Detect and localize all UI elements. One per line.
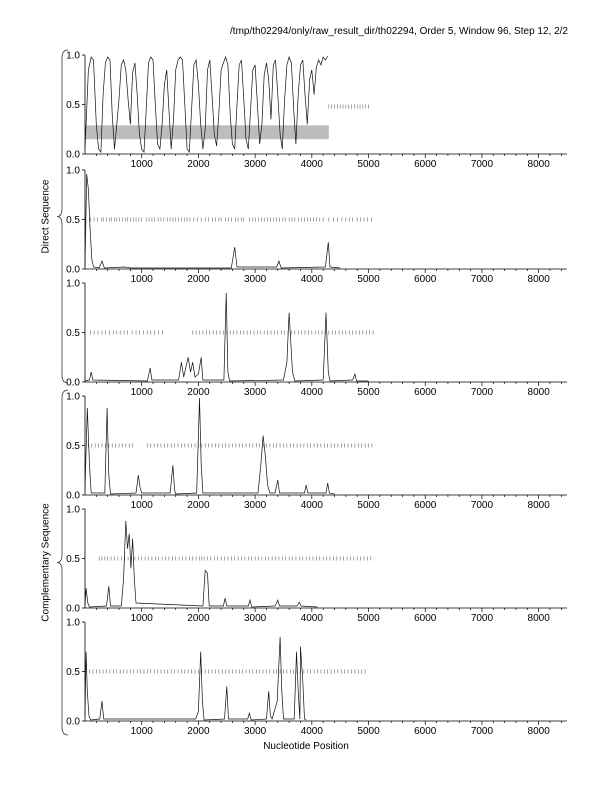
series-line [85, 637, 306, 720]
x-tick-label: 2000 [187, 159, 210, 170]
x-tick-label: 4000 [300, 159, 323, 170]
x-tick-label: 8000 [527, 726, 550, 737]
shaded-band [85, 125, 329, 139]
x-tick-label: 4000 [300, 387, 323, 398]
tick-row [91, 218, 372, 222]
plot-panel-4 [66, 392, 567, 512]
x-tick-label: 5000 [357, 726, 380, 737]
x-tick-label: 5000 [357, 500, 380, 511]
x-tick-label: 6000 [414, 726, 437, 737]
x-tick-label: 3000 [243, 613, 267, 624]
x-tick-label: 8000 [527, 387, 550, 398]
x-tick-label: 6000 [414, 613, 437, 624]
y-tick-label: 0.0 [66, 264, 80, 276]
tick-row [88, 444, 372, 448]
direct-sequence-label: Direct Sequence [40, 179, 52, 253]
plot-panel-2 [66, 166, 567, 286]
y-tick-label: 0.0 [66, 603, 80, 615]
x-tick-label: 7000 [470, 387, 494, 398]
x-tick-label: 1000 [130, 387, 153, 398]
x-tick-label: 1000 [130, 500, 153, 511]
x-tick-label: 4000 [300, 274, 323, 285]
x-tick-label: 2000 [187, 613, 210, 624]
x-tick-label: 5000 [357, 613, 380, 624]
y-tick-label: 1.0 [66, 391, 80, 403]
x-tick-label: 7000 [470, 726, 494, 737]
x-tick-label: 3000 [243, 159, 267, 170]
y-tick-label: 0.0 [66, 716, 80, 728]
y-tick-label: 1.0 [66, 617, 80, 629]
y-tick-label: 0.5 [66, 667, 80, 678]
x-axis-label: Nucleotide Position [263, 741, 349, 752]
y-tick-label: 0.5 [66, 441, 80, 452]
x-tick-label: 5000 [357, 274, 380, 285]
x-tick-label: 5000 [357, 387, 380, 398]
x-tick-label: 2000 [187, 274, 210, 285]
x-tick-label: 2000 [187, 500, 210, 511]
x-tick-label: 1000 [130, 159, 153, 170]
x-tick-label: 8000 [527, 613, 550, 624]
series-line [85, 293, 369, 381]
plot-panel-1 [66, 51, 567, 171]
x-tick-label: 1000 [130, 726, 153, 737]
y-tick-label: 1.0 [66, 50, 80, 62]
x-tick-label: 7000 [470, 500, 494, 511]
x-tick-label: 8000 [527, 159, 550, 170]
y-tick-label: 1.0 [66, 504, 80, 516]
x-tick-label: 1000 [130, 274, 153, 285]
tick-row [99, 557, 371, 561]
page-header: /tmp/th02294/only/raw_result_dir/th02294, Order 5, Window 96, Step 12, 2/2 [230, 26, 568, 37]
y-tick-label: 0.0 [66, 490, 80, 502]
y-tick-label: 1.0 [66, 278, 80, 290]
x-tick-label: 3000 [243, 274, 267, 285]
series-line [85, 521, 318, 607]
tick-row [329, 104, 369, 108]
x-tick-label: 2000 [187, 726, 210, 737]
x-tick-label: 3000 [243, 387, 267, 398]
plot-panel-6 [66, 618, 567, 738]
complementary-sequence-label: Complementary Sequence [40, 502, 52, 622]
y-tick-label: 0.0 [66, 377, 80, 389]
x-tick-label: 3000 [243, 726, 267, 737]
x-tick-label: 6000 [414, 274, 437, 285]
x-tick-label: 6000 [414, 387, 437, 398]
x-tick-label: 2000 [187, 387, 210, 398]
y-tick-label: 0.5 [66, 215, 80, 226]
x-tick-label: 4000 [300, 726, 323, 737]
y-tick-label: 0.5 [66, 554, 80, 565]
tick-row [91, 331, 373, 335]
y-tick-label: 0.5 [66, 328, 80, 339]
x-tick-label: 6000 [414, 500, 437, 511]
x-tick-label: 8000 [527, 500, 550, 511]
x-tick-label: 6000 [414, 159, 437, 170]
y-tick-label: 0.5 [66, 100, 80, 111]
x-tick-label: 5000 [357, 159, 380, 170]
x-tick-label: 4000 [300, 500, 323, 511]
x-tick-label: 1000 [130, 613, 153, 624]
x-tick-label: 7000 [470, 613, 494, 624]
y-tick-label: 1.0 [66, 165, 80, 177]
x-tick-label: 8000 [527, 274, 550, 285]
x-tick-label: 4000 [300, 613, 323, 624]
plot-panel-5 [66, 505, 567, 625]
tick-row [90, 670, 366, 674]
y-tick-label: 0.0 [66, 149, 80, 161]
x-tick-label: 7000 [470, 159, 494, 170]
x-tick-label: 7000 [470, 274, 494, 285]
plot-panel-3 [66, 279, 567, 399]
x-tick-label: 3000 [243, 500, 267, 511]
